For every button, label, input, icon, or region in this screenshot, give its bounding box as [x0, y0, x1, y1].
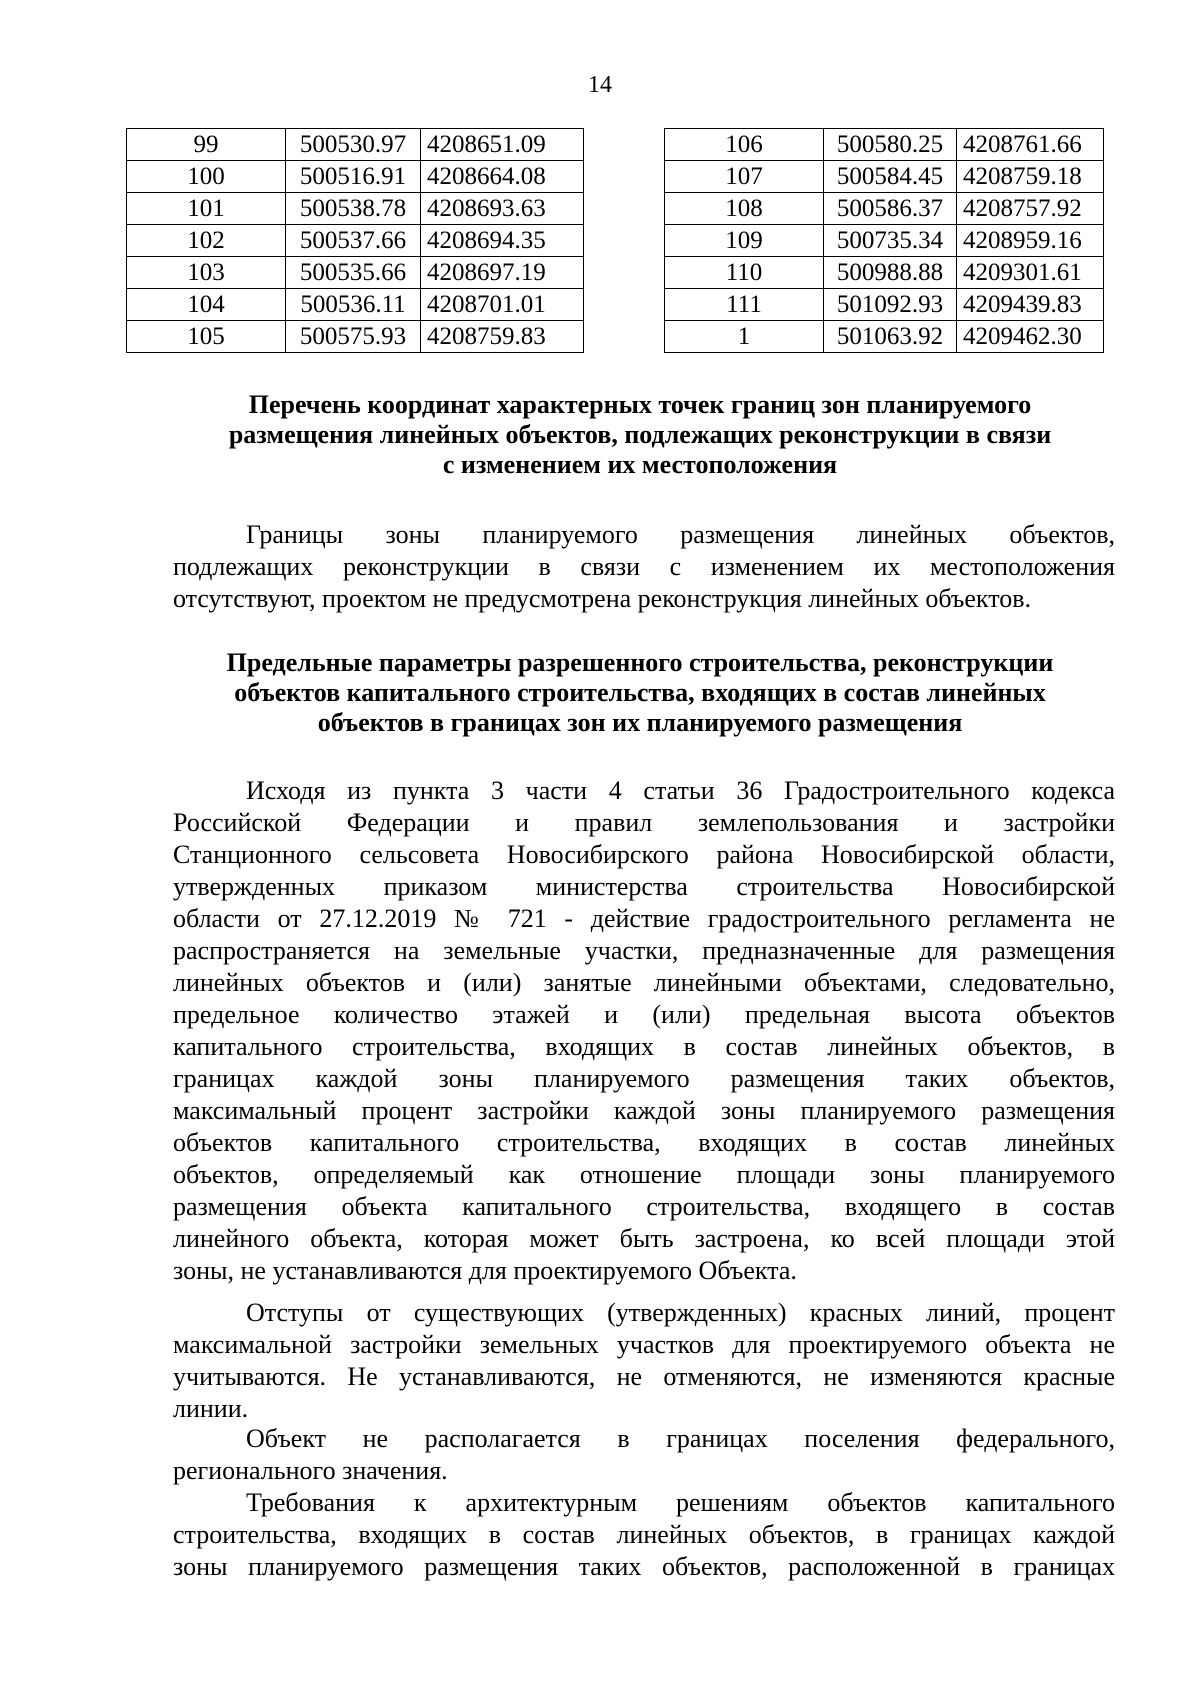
coordinate-x: 500584.45 [824, 161, 957, 193]
text-line: учитываются. Не устанавливаются, не отменяются, не изменяются красные [173, 1362, 1115, 1391]
coordinate-y: 4208701.01 [421, 289, 584, 321]
table-row [665, 225, 1104, 257]
heading-line: объектов в границах зон их планируемого размещения [317, 708, 963, 737]
coordinate-y: 4209439.83 [957, 289, 1104, 321]
coordinates-table-right [664, 128, 1104, 353]
point-number: 109 [665, 225, 824, 257]
paragraph-architecture [173, 1487, 1115, 1583]
coordinate-y: 4208761.66 [957, 129, 1104, 161]
point-number: 103 [127, 257, 286, 289]
coordinate-x: 501092.93 [824, 289, 957, 321]
table-row [665, 257, 1104, 289]
coordinate-x: 500580.25 [824, 129, 957, 161]
point-number: 99 [127, 129, 286, 161]
coordinate-y: 4208759.83 [421, 321, 584, 353]
heading-line: размещения линейных объектов, подлежащих реконструкции в связи [228, 420, 1052, 449]
text-line: распространяется на земельные участки, предназначенные для размещения [173, 936, 1115, 965]
heading-line: Перечень координат характерных точек границ зон планируемого [248, 390, 1032, 419]
table-row [127, 129, 584, 161]
table-row [127, 257, 584, 289]
heading-line: Предельные параметры разрешенного строительства, реконструкции [226, 648, 1054, 677]
text-line: Отступы от существующих (утвержденных) красных линий, процент [246, 1298, 1115, 1327]
text-line: границах каждой зоны планируемого размещения таких объектов, [173, 1064, 1115, 1093]
text-line: максимальной застройки земельных участков для проектируемого объекта не [173, 1330, 1115, 1359]
section-heading-coordinates [160, 390, 1120, 480]
text-line: линейных объектов и (или) занятые линейными объектами, следовательно, [173, 968, 1115, 997]
point-number: 106 [665, 129, 824, 161]
text-line: капитального строительства, входящих в состав линейных объектов, в [173, 1032, 1115, 1061]
coordinate-x: 500537.66 [286, 225, 421, 257]
text-line: области от 27.12.2019 № 721 - действие градостроительного регламента не [173, 904, 1115, 933]
point-number: 100 [127, 161, 286, 193]
text-line: зоны планируемого размещения таких объектов, расположенной в границах [173, 1552, 1115, 1581]
text-line: предельное количество этажей и (или) предельная высота объектов [173, 1000, 1115, 1029]
text-line: размещения объекта капитального строительства, входящего в состав [173, 1192, 1115, 1221]
text-line: отсутствуют, проектом не предусмотрена реконструкция линейных объектов. [173, 584, 1031, 613]
point-number: 108 [665, 193, 824, 225]
point-number: 101 [127, 193, 286, 225]
coordinate-y: 4208693.63 [421, 193, 584, 225]
table-row [665, 193, 1104, 225]
text-line: Станционного сельсовета Новосибирского района Новосибирской области, [173, 840, 1115, 869]
coordinate-y: 4208694.35 [421, 225, 584, 257]
text-line: объектов капитального строительства, входящих в состав линейных [173, 1128, 1115, 1157]
coordinate-y: 4208651.09 [421, 129, 584, 161]
coordinate-x: 500535.66 [286, 257, 421, 289]
text-line: линейного объекта, которая может быть застроена, ко всей площади этой [173, 1224, 1115, 1253]
coordinate-x: 500735.34 [824, 225, 957, 257]
coordinate-x: 500988.88 [824, 257, 957, 289]
coordinate-x: 500516.91 [286, 161, 421, 193]
text-line: Требования к архитектурным решениям объектов капитального [246, 1488, 1115, 1517]
text-line: регионального значения. [173, 1456, 448, 1485]
table-row [665, 129, 1104, 161]
coordinate-x: 500536.11 [286, 289, 421, 321]
table-row [127, 321, 584, 353]
point-number: 110 [665, 257, 824, 289]
text-line: максимальный процент застройки каждой зоны планируемого размещения [173, 1096, 1115, 1125]
paragraph-red-lines [173, 1297, 1115, 1425]
table-row [127, 289, 584, 321]
coordinate-y: 4208664.08 [421, 161, 584, 193]
text-line: утвержденных приказом министерства строительства Новосибирской [173, 872, 1115, 901]
table-row [127, 193, 584, 225]
table-row [127, 225, 584, 257]
coordinate-y: 4208959.16 [957, 225, 1104, 257]
table-row [127, 161, 584, 193]
text-line: объектов, определяемый как отношение площади зоны планируемого [173, 1160, 1115, 1189]
text-line: Исходя из пункта 3 части 4 статьи 36 Градостроительного кодекса [246, 776, 1115, 805]
text-line: Российской Федерации и правил землепользования и застройки [173, 808, 1115, 837]
point-number: 102 [127, 225, 286, 257]
page-number: 14 [588, 72, 612, 98]
text-line: строительства, входящих в состав линейных объектов, в границах каждой [173, 1520, 1115, 1549]
point-number: 107 [665, 161, 824, 193]
point-number: 104 [127, 289, 286, 321]
coordinate-y: 4208757.92 [957, 193, 1104, 225]
paragraph-boundaries [173, 519, 1115, 615]
heading-line: объектов капитального строительства, входящих в состав линейных [234, 678, 1046, 707]
coordinate-x: 500575.93 [286, 321, 421, 353]
coordinate-x: 501063.92 [824, 321, 957, 353]
coordinate-y: 4209301.61 [957, 257, 1104, 289]
coordinate-y: 4208697.19 [421, 257, 584, 289]
text-line: Границы зоны планируемого размещения линейных объектов, [246, 520, 1115, 549]
text-line: подлежащих реконструкции в связи с изменением их местоположения [173, 552, 1115, 581]
point-number: 105 [127, 321, 286, 353]
text-line: линии. [173, 1394, 249, 1423]
section-heading-parameters [160, 648, 1120, 738]
coordinates-table-left [126, 128, 584, 353]
text-line: Объект не располагается в границах поселения федерального, [246, 1424, 1115, 1453]
paragraph-regulations [173, 775, 1115, 1287]
coordinate-x: 500586.37 [824, 193, 957, 225]
paragraph-settlement [173, 1423, 1115, 1487]
table-row [665, 289, 1104, 321]
point-number: 111 [665, 289, 824, 321]
coordinate-x: 500538.78 [286, 193, 421, 225]
coordinate-x: 500530.97 [286, 129, 421, 161]
point-number: 1 [665, 321, 824, 353]
table-row [665, 321, 1104, 353]
coordinate-y: 4208759.18 [957, 161, 1104, 193]
coordinate-y: 4209462.30 [957, 321, 1104, 353]
table-row [665, 161, 1104, 193]
heading-line: с изменением их местоположения [442, 450, 838, 479]
text-line: зоны, не устанавливаются для проектируемого Объекта. [173, 1256, 797, 1285]
